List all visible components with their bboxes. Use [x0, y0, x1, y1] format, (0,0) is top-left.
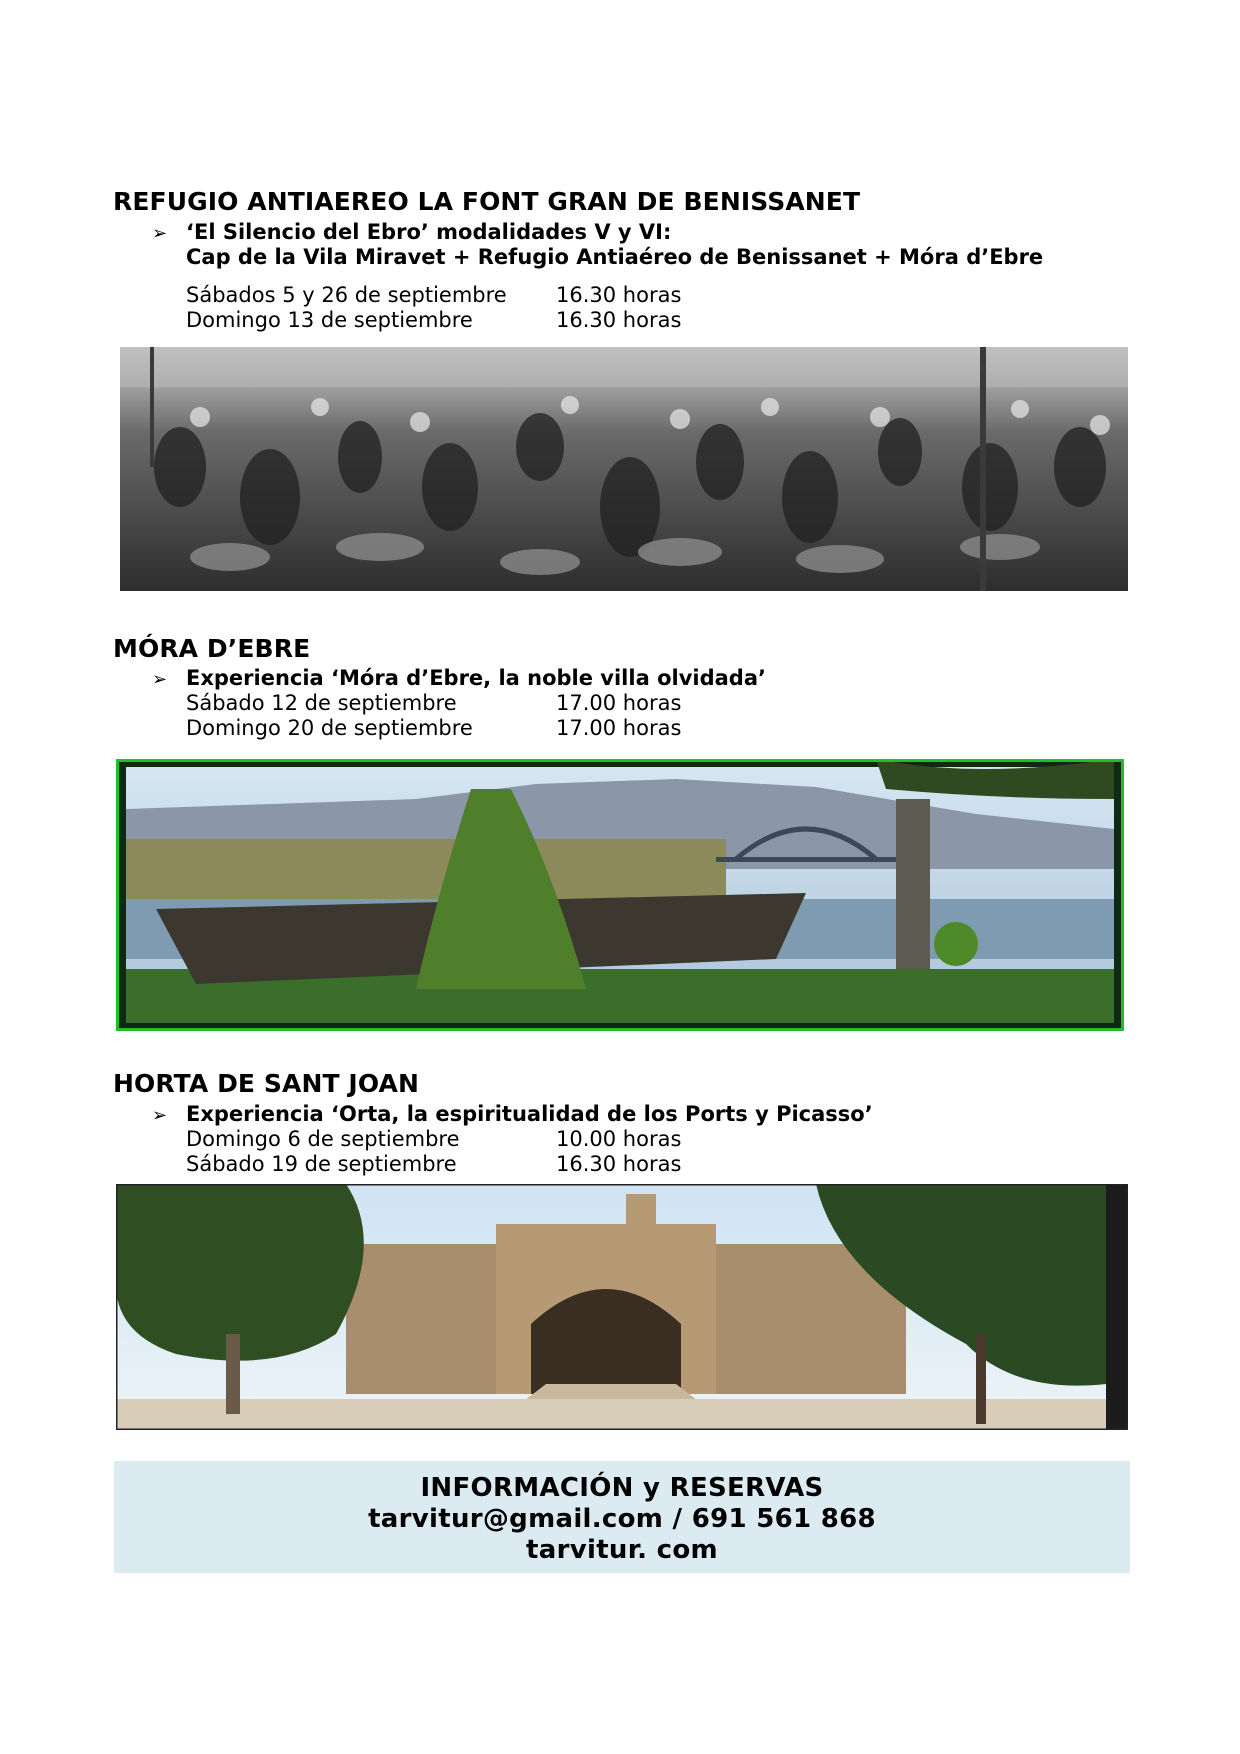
schedule-row — [186, 691, 681, 715]
section-heading-benissanet: REFUGIO ANTIAEREO LA FONT GRAN DE BENISSANET — [113, 187, 861, 216]
schedule-date: Sábado 19 de septiembre — [186, 1152, 457, 1176]
schedule-date: Domingo 6 de septiembre — [186, 1127, 460, 1151]
schedule-time: 16.30 horas — [556, 283, 682, 307]
experience-title: Experiencia ‘Móra d’Ebre, la noble villa olvidada’ — [186, 666, 766, 690]
experience-title: ‘El Silencio del Ebro’ modalidades V y VI: — [186, 220, 672, 244]
info-web: tarvitur. com — [526, 1535, 718, 1565]
section-heading-mora: MÓRA D’EBRE — [113, 634, 311, 663]
sanctuary-photo — [116, 1184, 1128, 1430]
experience-bullet — [152, 666, 766, 690]
arrow-right-icon: ➢ — [152, 223, 168, 244]
arrow-right-icon: ➢ — [152, 1105, 168, 1126]
schedule-time: 17.00 horas — [556, 716, 682, 740]
schedule-date: Sábado 12 de septiembre — [186, 691, 457, 715]
schedule-row — [186, 308, 681, 332]
schedule-time: 10.00 horas — [556, 1127, 682, 1151]
experience-route: Cap de la Vila Miravet + Refugio Antiaéreo de Benissanet + Móra d’Ebre — [186, 245, 1044, 269]
info-box — [114, 1461, 1130, 1573]
experience-title: Experiencia ‘Orta, la espiritualidad de los Ports y Picasso’ — [186, 1102, 873, 1126]
schedule-date: Domingo 13 de septiembre — [186, 308, 473, 332]
section-heading-horta: HORTA DE SANT JOAN — [113, 1069, 419, 1098]
market-photo — [120, 347, 1128, 591]
info-title: INFORMACIÓN y RESERVAS — [420, 1473, 824, 1503]
river-boat-photo — [116, 759, 1124, 1031]
experience-bullet — [152, 1102, 873, 1126]
arrow-right-icon: ➢ — [152, 669, 168, 690]
schedule-row — [186, 1152, 681, 1176]
schedule-time: 17.00 horas — [556, 691, 682, 715]
schedule-row — [186, 283, 681, 307]
schedule-date: Sábados 5 y 26 de septiembre — [186, 283, 507, 307]
schedule-time: 16.30 horas — [556, 1152, 682, 1176]
info-contact: tarvitur@gmail.com / 691 561 868 — [368, 1504, 876, 1534]
schedule-row — [186, 716, 681, 740]
schedule-time: 16.30 horas — [556, 308, 682, 332]
schedule-date: Domingo 20 de septiembre — [186, 716, 473, 740]
schedule-row — [186, 1127, 681, 1151]
experience-bullet — [152, 220, 671, 244]
